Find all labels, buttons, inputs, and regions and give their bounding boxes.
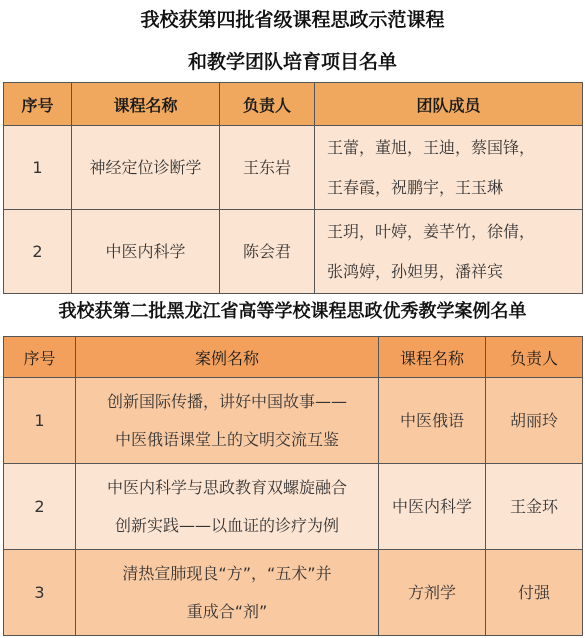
- demo-course-table: [3, 82, 583, 294]
- section2-title: 我校获第二批黑龙江省高等学校课程思政优秀教学案例名单: [58, 301, 527, 322]
- table-row: [4, 126, 583, 210]
- header-no: 序号: [4, 337, 76, 378]
- row-members: [315, 126, 583, 210]
- case-line2: 创新实践——以血证的诊疗为例: [114, 515, 339, 535]
- row-course: 神经定位诊断学: [72, 126, 220, 210]
- members-line1: 王玥，叶婷，姜芊竹，徐倩，: [327, 221, 536, 241]
- case-line1: 中医内科学与思政教育双螺旋融合: [106, 477, 347, 497]
- teaching-case-table: [3, 336, 583, 636]
- header-lead: 负责人: [220, 83, 315, 126]
- header-members: 团队成员: [315, 83, 583, 126]
- row-lead: 胡丽玲: [486, 378, 583, 464]
- section1-title: [0, 6, 585, 76]
- header-lead: 负责人: [486, 337, 583, 378]
- members-line2: 张鸿婷，孙妲男，潘祥宾: [327, 261, 504, 281]
- table-header-row: [4, 337, 583, 378]
- row-lead: 王东岩: [220, 126, 315, 210]
- case-line1: 清热宣肺现良“方”，“五术”并: [122, 563, 332, 583]
- table-row: [4, 464, 583, 550]
- members-line2: 王春霞，祝鹏宇，王玉琳: [327, 177, 504, 197]
- row-lead: 付强: [486, 550, 583, 636]
- header-course: 课程名称: [379, 337, 486, 378]
- row-case: [76, 550, 379, 636]
- row-lead: 陈会君: [220, 210, 315, 294]
- row-members: [315, 210, 583, 294]
- header-no: 序号: [4, 83, 72, 126]
- row-no: 2: [4, 210, 72, 294]
- table-row: [4, 378, 583, 464]
- row-course: 中医俄语: [379, 378, 486, 464]
- row-no: 1: [4, 378, 76, 464]
- row-lead: 王金环: [486, 464, 583, 550]
- table-row: [4, 210, 583, 294]
- row-case: [76, 464, 379, 550]
- table-row: [4, 550, 583, 636]
- section1-title-line2: 和教学团队培育项目名单: [187, 51, 397, 73]
- header-course: 课程名称: [72, 83, 220, 126]
- row-no: 2: [4, 464, 76, 550]
- row-course: 方剂学: [379, 550, 486, 636]
- row-no: 1: [4, 126, 72, 210]
- members-line1: 王蕾，董旭，王迪，蔡国锋，: [327, 137, 536, 157]
- case-line1: 创新国际传播，讲好中国故事——: [106, 391, 347, 411]
- header-case: 案例名称: [76, 337, 379, 378]
- case-line2: 中医俄语课堂上的文明交流互鉴: [114, 429, 339, 449]
- row-case: [76, 378, 379, 464]
- case-line2: 重成合“剂”: [186, 601, 268, 621]
- row-course: 中医内科学: [379, 464, 486, 550]
- row-no: 3: [4, 550, 76, 636]
- section1-title-line1: 我校获第四批省级课程思政示范课程: [140, 9, 445, 31]
- row-course: 中医内科学: [72, 210, 220, 294]
- table-header-row: [4, 83, 583, 126]
